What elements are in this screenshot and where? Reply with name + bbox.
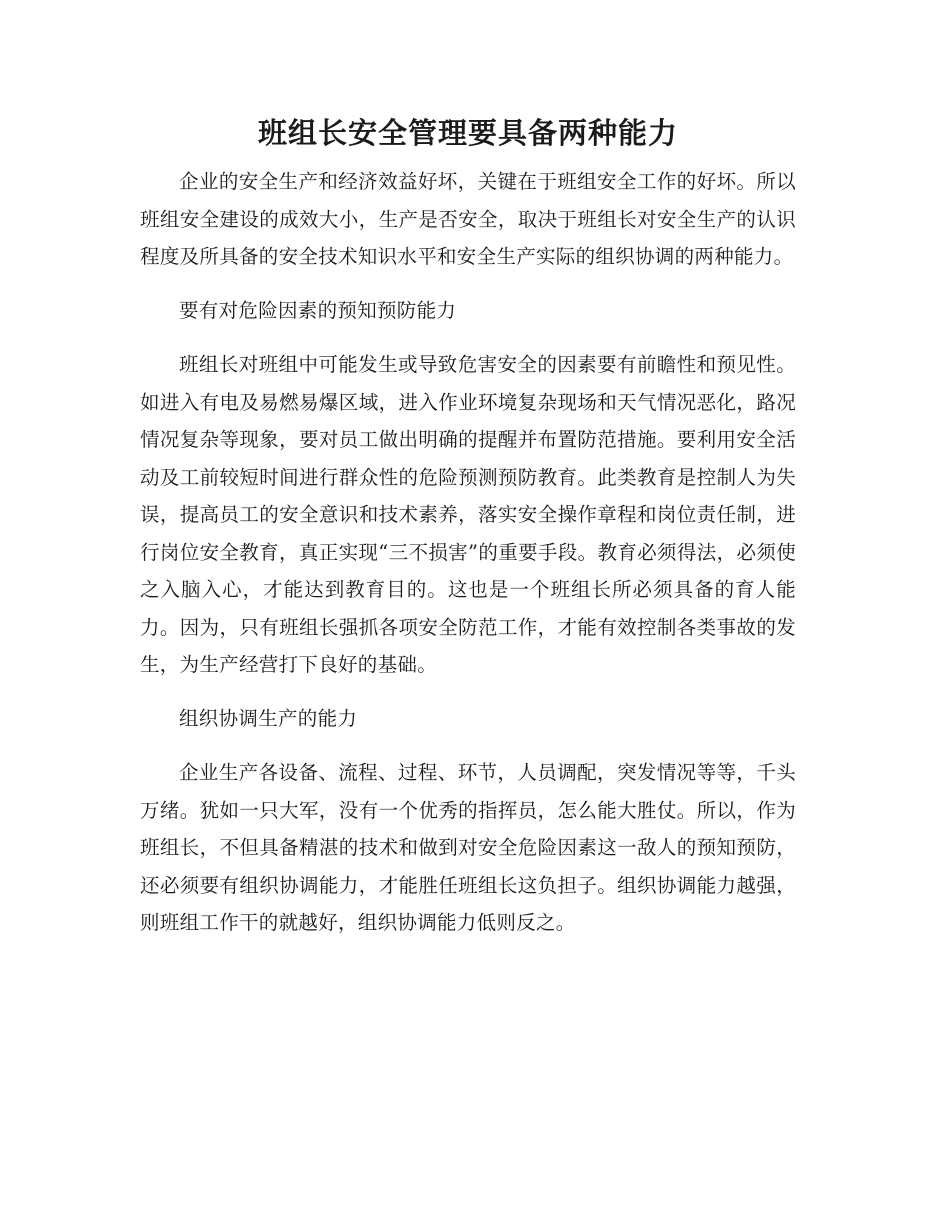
section1-heading: 要有对危险因素的预知预防能力 <box>179 298 457 322</box>
document-title: 班组长安全管理要具备两种能力 <box>257 116 678 150</box>
section2-heading: 组织协调生产的能力 <box>179 706 358 730</box>
document-page <box>140 0 796 942</box>
section1-paragraph: 班组长对班组中可能发生或导致危害安全的因素要有前瞻性和预见性。如进入有电及易燃易爆区域，进入作业环境复杂现场和天气情况恶化，路况情况复杂等现象，要对员工做出明确的提醒并布置防范措施。要利用安全活动及工前较短时间进行群众性的危险预测预防教育。此类教育是控制人为失误，提高员工的安全意识和技术素养，落实安全操作章程和岗位责任制，进行岗位安全教育，真正实现“三不损害”的重要手段。教育必须得法，必须使之入脑入心，才能达到教育目的。这也是一个班组长所必须具备的育人能力。因为，只有班组长强抓各项安全防范工作，才能有效控制各类事故的发生，为生产经营打下良好的基础。 <box>140 353 796 676</box>
section2-paragraph: 企业生产各设备、流程、过程、环节，人员调配，突发情况等等，千头万绪。犹如一只大军，没有一个优秀的指挥员，怎么能大胜仗。所以，作为班组长，不但具备精湛的技术和做到对安全危险因素这一敌人的预知预防，还必须要有组织协调能力，才能胜任班组长这负担子。组织协调能力越强，则班组工作干的就越好，组织协调能力低则反之。 <box>140 761 796 934</box>
intro-paragraph: 企业的安全生产和经济效益好坏，关键在于班组安全工作的好坏。所以班组安全建设的成效大小，生产是否安全，取决于班组长对安全生产的认识程度及所具备的安全技术知识水平和安全生产实际的组织协调的两种能力。 <box>140 170 796 268</box>
